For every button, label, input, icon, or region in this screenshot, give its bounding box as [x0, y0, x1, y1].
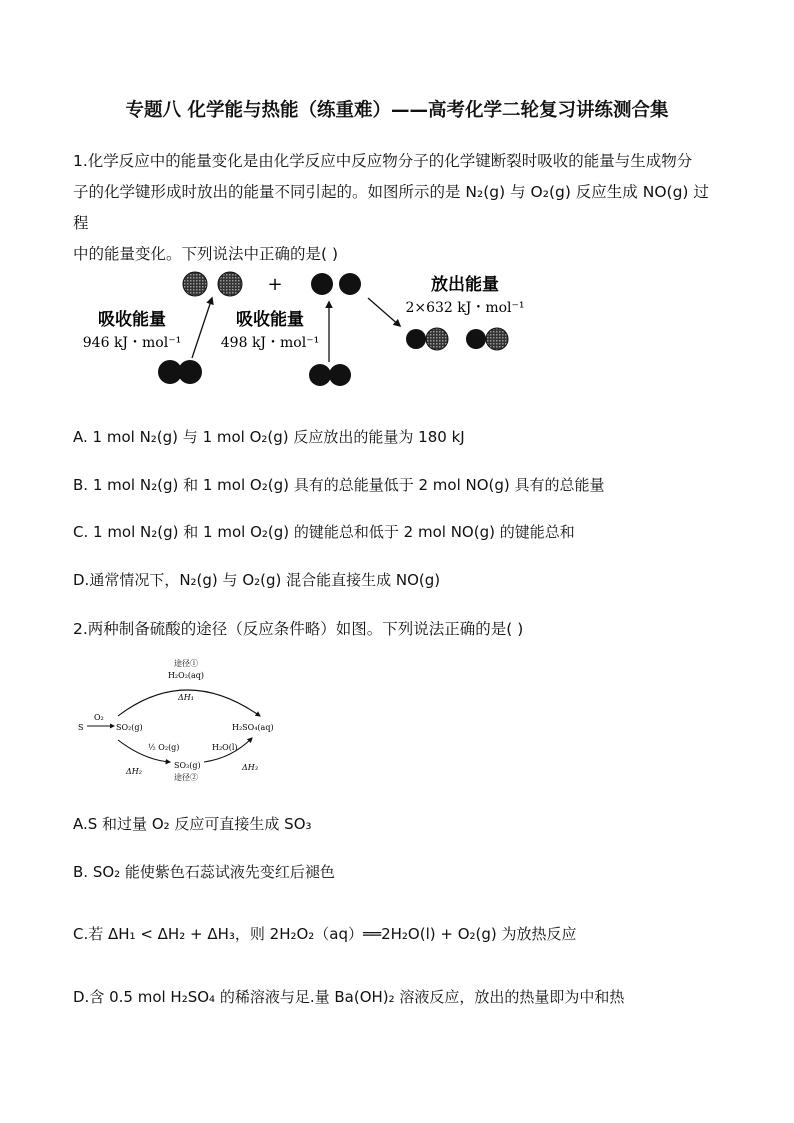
o-atom — [339, 273, 361, 295]
h2o-label: H₂O(l) — [212, 743, 238, 752]
route1-label: 途径① — [174, 659, 198, 668]
n-atom — [183, 272, 207, 296]
absorb-value-1: 946 kJ・mol⁻¹ — [82, 335, 182, 351]
release-value: 2×632 kJ・mol⁻¹ — [405, 300, 525, 316]
dh2-label: ΔH₂ — [126, 767, 142, 776]
h2o2-label: H₂O₂(aq) — [167, 671, 205, 680]
q2-stem: 2.两种制备硫酸的途径（反应条件略）如图。下列说法正确的是( ) — [73, 620, 524, 638]
no-molecule-n-atom — [426, 328, 448, 350]
q1-stem-line3: 中的能量变化。下列说法中正确的是( ) — [73, 245, 339, 263]
q1-option-b[interactable]: B. 1 mol N₂(g) 和 1 mol O₂(g) 具有的总能量低于 2 mol NO(g) 具有的总能量 — [73, 476, 605, 494]
route2-label: 途径② — [174, 773, 198, 782]
q1-stem-line1: 1.化学反应中的能量变化是由化学反应中反应物分子的化学键断裂时吸收的能量与生成物分 — [73, 152, 693, 170]
absorb-label-2: 吸收能量 — [236, 310, 304, 330]
sulfuric-acid-routes-figure — [74, 654, 286, 784]
release-arrow — [368, 298, 400, 326]
q2-option-b[interactable]: B. SO₂ 能使紫色石蕊试液先变红后褪色 — [73, 863, 335, 881]
half-o2-label: ½ O₂(g) — [148, 743, 180, 752]
sulfur-label: S — [78, 723, 84, 732]
absorb-label-1: 吸收能量 — [98, 310, 166, 330]
q1-option-d[interactable]: D.通常情况下，N₂(g) 与 O₂(g) 混合能直接生成 NO(g) — [73, 571, 441, 589]
o2-molecule-atom — [309, 364, 331, 386]
q1-option-a[interactable]: A. 1 mol N₂(g) 与 1 mol O₂(g) 反应放出的能量为 180 kJ — [73, 428, 465, 446]
n2-molecule-atom — [178, 360, 202, 384]
no-molecule-o-atom — [406, 329, 426, 349]
absorb-arrow-1 — [192, 298, 212, 358]
q2-option-c[interactable]: C.若 ΔH₁ < ΔH₂ + ΔH₃，则 2H₂O₂（aq）══2H₂O(l) + O₂(g) 为放热反应 — [73, 925, 577, 943]
plus-sign: + — [267, 274, 283, 295]
dh3-label: ΔH₃ — [242, 763, 258, 772]
dh1-label: ΔH₁ — [178, 693, 194, 702]
q1-stem — [73, 146, 723, 270]
o2-molecule-atom — [329, 364, 351, 386]
n-atom — [218, 272, 242, 296]
no-molecule-o-atom — [466, 329, 486, 349]
page-title: 专题八 化学能与热能（练重难）——高考化学二轮复习讲练测合集 — [125, 100, 669, 121]
no-molecule-n-atom — [486, 328, 508, 350]
so3-label: SO₃(g) — [174, 761, 201, 770]
o-atom — [311, 273, 333, 295]
q2-option-a[interactable]: A.S 和过量 O₂ 反应可直接生成 SO₃ — [73, 815, 312, 833]
release-label: 放出能量 — [431, 275, 499, 295]
so2-label: SO₂(g) — [116, 723, 143, 732]
energy-change-figure — [70, 262, 550, 392]
q1-option-c[interactable]: C. 1 mol N₂(g) 和 1 mol O₂(g) 的键能总和低于 2 mol NO(g) 的键能总和 — [73, 523, 575, 541]
absorb-value-2: 498 kJ・mol⁻¹ — [220, 335, 320, 351]
q2-option-d[interactable]: D.含 0.5 mol H₂SO₄ 的稀溶液与足.量 Ba(OH)₂ 溶液反应，放出的热量即为中和热 — [73, 988, 625, 1006]
o2-label: O₂ — [94, 713, 104, 722]
h2so4-label: H₂SO₄(aq) — [232, 723, 274, 732]
q1-stem-line2: 子的化学键形成时放出的能量不同引起的。如图所示的是 N₂(g) 与 O₂(g) 反应生成 NO(g) 过程 — [73, 183, 709, 232]
